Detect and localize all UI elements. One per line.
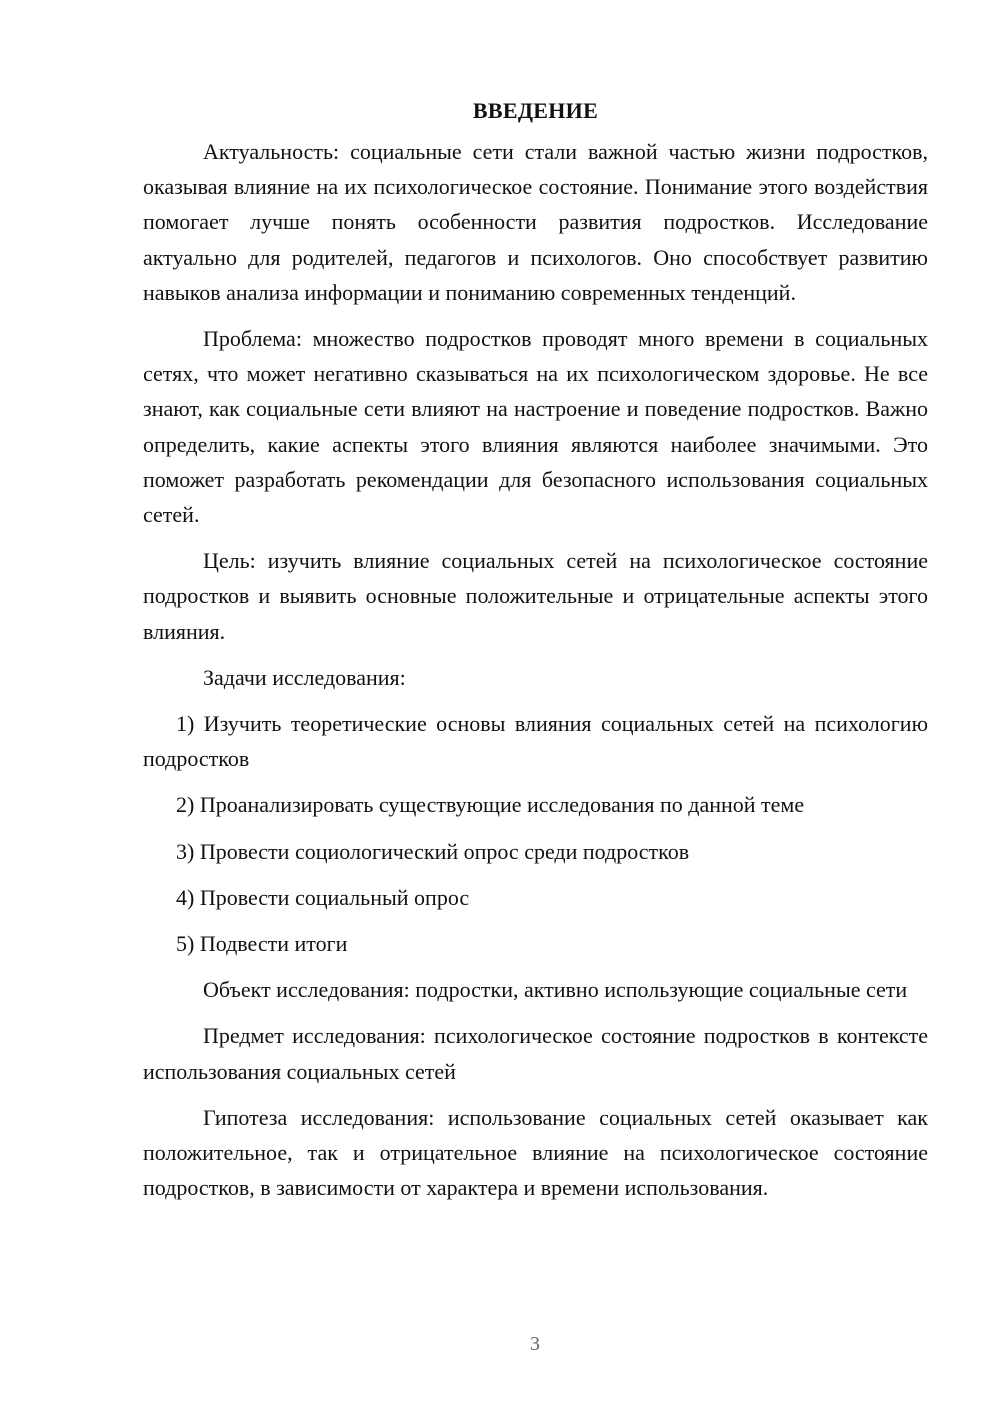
relevance-paragraph: Актуальность: социальные сети стали важной частью жизни подростков, оказывая влияние на их психологическое состояние. Понимание этого воздействия помогает лучше понять особенности развития подростков. Исследование актуально для родителей, педагогов и психологов. Оно способствует развитию навыков анализа информации и пониманию современных тенденций. [143, 139, 928, 305]
object-paragraph: Объект исследования: подростки, активно использующие социальные сети [203, 977, 908, 1003]
page-number: 3 [530, 1333, 540, 1355]
task-item-2: 2) Проанализировать существующие исследования по данной теме [176, 792, 805, 818]
page-title: ВВЕДЕНИЕ [472, 98, 599, 123]
document-page [143, 88, 928, 1205]
problem-paragraph: Проблема: множество подростков проводят много времени в социальных сетях, что может негативно сказываться на их психологическом здоровье. Не все знают, как социальные сети влияют на настроение и поведение подростков. Важно определить, какие аспекты этого влияния являются наиболее значимыми. Это поможет разработать рекомендации для безопасного использования социальных сетей. [143, 326, 928, 528]
subject-paragraph: Предмет исследования: психологическое состояние подростков в контексте использования социальных сетей [143, 1023, 928, 1084]
task-item-5: 5) Подвести итоги [176, 931, 348, 957]
task-item-3: 3) Провести социологический опрос среди подростков [176, 838, 690, 864]
goal-paragraph: Цель: изучить влияние социальных сетей на психологическое состояние подростков и выявить основные положительные и отрицательные аспекты этого влияния. [143, 548, 928, 644]
hypothesis-paragraph: Гипотеза исследования: использование социальных сетей оказывает как положительное, так и отрицательное влияние на психологическое состояние подростков, в зависимости от характера и времени использования. [143, 1104, 928, 1201]
tasks-heading: Задачи исследования: [203, 664, 406, 690]
task-item-4: 4) Провести социальный опрос [176, 884, 470, 910]
task-item-1: 1) Изучить теоретические основы влияния социальных сетей на психологию подростков [143, 711, 928, 772]
page-footer [70, 1333, 1000, 1356]
